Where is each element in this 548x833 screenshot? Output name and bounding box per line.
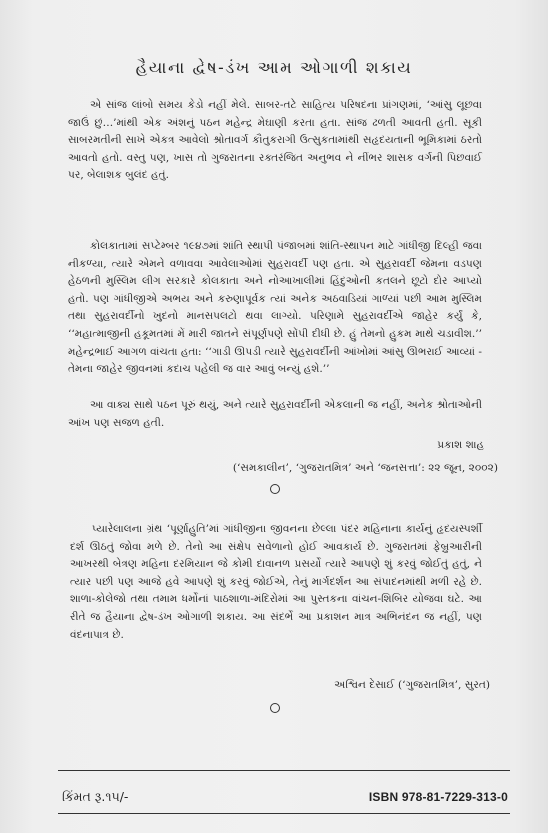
isbn-label: ISBN 978-81-7229-313-0 [368,790,508,804]
divider-top [58,770,510,771]
author-signature-1: પ્રકાશ શાહ [437,439,484,451]
paragraph-1: એ સાંજ લાંબો સમય કેડો નહીં મેલે. સાબર-તટે સાહિત્ય પરિષદના પ્રાંગણમાં, ‘આંસુ લૂછવા જાઉં છું…’માંથી એક અંશનું પઠન મહેન્દ્ર મેઘાણી કરતા હતા. સાંજ ઢળતી આવતી હતી. સૂકી સાબરમતીની સાખે એકત્ર આવેલો શ્રોતાવર્ગ કૌતુકરાગી ઉત્સુકતામાંથી સહૃદયતાની ભૂમિકામાં ઠરતો આવતો હતો. વસ્તુ પણ, ખાસ તો ગુજરાતના રક્તરંજિત અનુભવ ને નીંભર શાસક વર્ગની પિછવાઈ પર, બેલાશક બુલંદ હતું. [68,99,482,182]
ring-ornament-icon [270,484,280,494]
ring-ornament-icon [270,703,280,713]
source-citation-1: (‘સમકાલીન’, ‘ગુજરાતમિત્ર’ અને ‘જનસત્તા’: ૨૨ જૂન, ૨૦૦૨) [232,462,498,474]
paragraph-3: આ વાક્ય સાથે પઠન પૂરું થયું, અને ત્યારે સુહરાવર્દીની એકલાની જ નહીં, અનેક શ્રોતાઓની આંખ પણ સજળ હતી. [68,399,482,429]
paragraph-4: પ્યારેલાલના ગ્રંથ ‘પૂર્ણાહુતિ’માં ગાંધીજીના જીવનના છેલ્લા પંદર મહિનાના કાર્યનું હૃદયસ્પર્શી દર્શ ઊઠતું જોવા મળે છે. તેનો આ સંક્ષેપ સવેળાનો હોઈ આવકાર્ય છે. ગુજરાતમાં ફેબ્રુઆરીની આખરથી બેત્રણ મહિના દરમિયાન જે કોમી દાવાનળ પ્રસર્યો ત્યારે આપણે શું કરવું જોઈતું હતું, ને ત્યાર પછી પણ આજે હવે આપણે શું કરવું જોઈએ, તેનું માર્ગદર્શન આ સંપાદનમાંથી મળી રહે છે. શાળા-કોલેજો તથા તમામ ધર્મોનાં પાઠશાળા-મંદિરોમાં આ પુસ્તકના વાંચન-શિબિર યોજવા ઘટે. આ રીતે જ હૈયાના દ્વેષ-ડંખ ઓગાળી શકાય. આ સંદર્ભે આ પ્રકાશન માત્ર અભિનંદન જ નહીં, પણ વંદનાપાત્ર છે. [70,523,482,641]
price-label: કિંમત રૂ.૧૫/- [62,789,129,804]
page-title: હૈયાના દ્વેષ-ડંખ આમ ઓગાળી શકાય [135,58,413,77]
author-signature-2: અશ્વિન દેસાઈ (‘ગુજરાતમિત્ર’, સુરત) [334,679,490,691]
divider-bottom [58,813,510,814]
paragraph-2: કોલકાતામાં સપ્ટેમ્બર ૧૯૪૭માં શાંતિ સ્થાપી પંજાબમાં શાંતિ-સ્થાપન માટે ગાંધીજી દિલ્હી જવા નીકળ્યા, ત્યારે એમને વળાવવા આવેલાઓમાં સુહરાવર્દી પણ હતા. એ સુહરાવર્દી જેમના વડપણ હેઠળની મુસ્લિમ લીગ સરકારે કોલકાતા અને નોઆખાલીમાં હિંદુઓની કતલને છૂટો દોર આપ્યો હતો. પણ ગાંધીજીએ અભય અને કરુણાપૂર્વક ત્યાં અનેક અઠવાડિયાં ગાળ્યાં પછી આમ મુસ્લિમ તથા સુહરાવર્દીનો ખુદનો માનસપલટો થવા લાગ્યો. પરિણામે સુહરાવર્દીએ જાહેર કર્યું કે, ‘‘મહાત્માજીની હકૂમતમાં મેં મારી જાતને સંપૂર્ણપણે સોંપી દીધી છે. હું તેમનો હુકમ માથે ચડાવીશ.’’ મહેન્દ્રભાઈ આગળ વાંચતા હતા: ‘‘ગાડી ઊપડી ત્યારે સુહરાવર્દીની આંખોમાં આંસુ ઊભરાઈ આવ્યાં - તેમના જાહેર જીવનમાં કદાચ પહેલી જ વાર આવું બન્યું હશે.’’ [68,240,482,376]
